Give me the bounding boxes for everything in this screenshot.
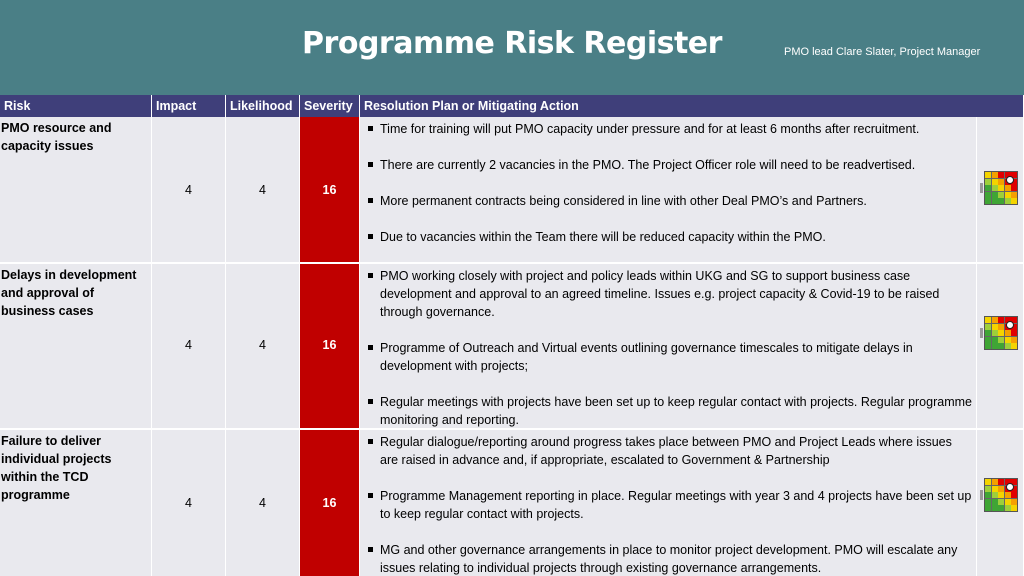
likelihood-value: 4 [259, 338, 266, 352]
severity-value: 16 [322, 496, 337, 510]
impact-cell [152, 117, 226, 264]
matrix-cell [977, 430, 1024, 576]
mitigation-item: Time for training will put PMO capacity under pressure and for at least 6 months after recruitment. [364, 120, 972, 138]
risk-matrix-icon [980, 171, 1020, 211]
mitigation-item: Due to vacancies within the Team there will be reduced capacity within the PMO. [364, 228, 972, 246]
severity-cell [300, 430, 360, 576]
impact-cell [152, 264, 226, 430]
risk-matrix-icon [980, 316, 1020, 356]
likelihood-value: 4 [259, 183, 266, 197]
mitigation-item: There are currently 2 vacancies in the PMO. The Project Officer role will need to be readvertised. [364, 156, 972, 174]
mitigation-item: Programme Management reporting in place. Regular meetings with year 3 and 4 projects have been set up to keep regular contact with projects. [364, 487, 972, 523]
severity-cell [300, 117, 360, 264]
impact-value: 4 [185, 496, 192, 510]
risk-name: Delays in development and approval of business cases [1, 268, 137, 318]
mitigation-list [360, 117, 977, 264]
matrix-cell [977, 264, 1024, 430]
mitigation-item: More permanent contracts being considered in line with other Deal PMO’s and Partners. [364, 192, 972, 210]
pmo-lead-label: PMO lead Clare Slater, Project Manager [784, 46, 981, 58]
column-header-plan: Resolution Plan or Mitigating Action [360, 95, 1024, 117]
mitigation-item: Regular meetings with projects have been set up to keep regular contact with projects. Regular programme monitoring and reporting. [364, 393, 972, 429]
likelihood-value: 4 [259, 496, 266, 510]
mitigation-item: PMO working closely with project and policy leads within UKG and SG to support business case development and approval to an agreed timeline. Issues e.g. project capacity & Covid-19 to be raised through governance. [364, 267, 972, 321]
mitigation-list [360, 264, 977, 430]
impact-cell [152, 430, 226, 576]
severity-value: 16 [322, 338, 337, 352]
column-header-likelihood: Likelihood [226, 95, 300, 117]
matrix-cell [977, 117, 1024, 264]
mitigation-item: Regular dialogue/reporting around progress takes place between PMO and Project Leads where issues are raised in advance and, if appropriate, escalated to Government & Partnership [364, 433, 972, 469]
impact-value: 4 [185, 183, 192, 197]
risk-name: Failure to deliver individual projects within the TCD programme [1, 434, 112, 502]
table-row [0, 117, 152, 264]
column-header-risk: Risk [0, 95, 152, 117]
risk-matrix-icon [980, 478, 1020, 518]
severity-cell [300, 264, 360, 430]
mitigation-list [360, 430, 977, 576]
page-title: Programme Risk Register [302, 26, 722, 61]
mitigation-item: MG and other governance arrangements in place to monitor project development. PMO will escalate any issues relating to individual projects through existing governance arrangements. [364, 541, 972, 576]
likelihood-cell [226, 430, 300, 576]
column-header-severity: Severity [300, 95, 360, 117]
mitigation-item: Programme of Outreach and Virtual events outlining governance timescales to mitigate delays in development with projects; [364, 339, 972, 375]
likelihood-cell [226, 117, 300, 264]
title-banner [0, 0, 1024, 95]
table-row [0, 430, 152, 576]
column-header-impact: Impact [152, 95, 226, 117]
severity-value: 16 [322, 183, 337, 197]
impact-value: 4 [185, 338, 192, 352]
risk-name: PMO resource and capacity issues [1, 121, 112, 153]
likelihood-cell [226, 264, 300, 430]
table-row [0, 264, 152, 430]
